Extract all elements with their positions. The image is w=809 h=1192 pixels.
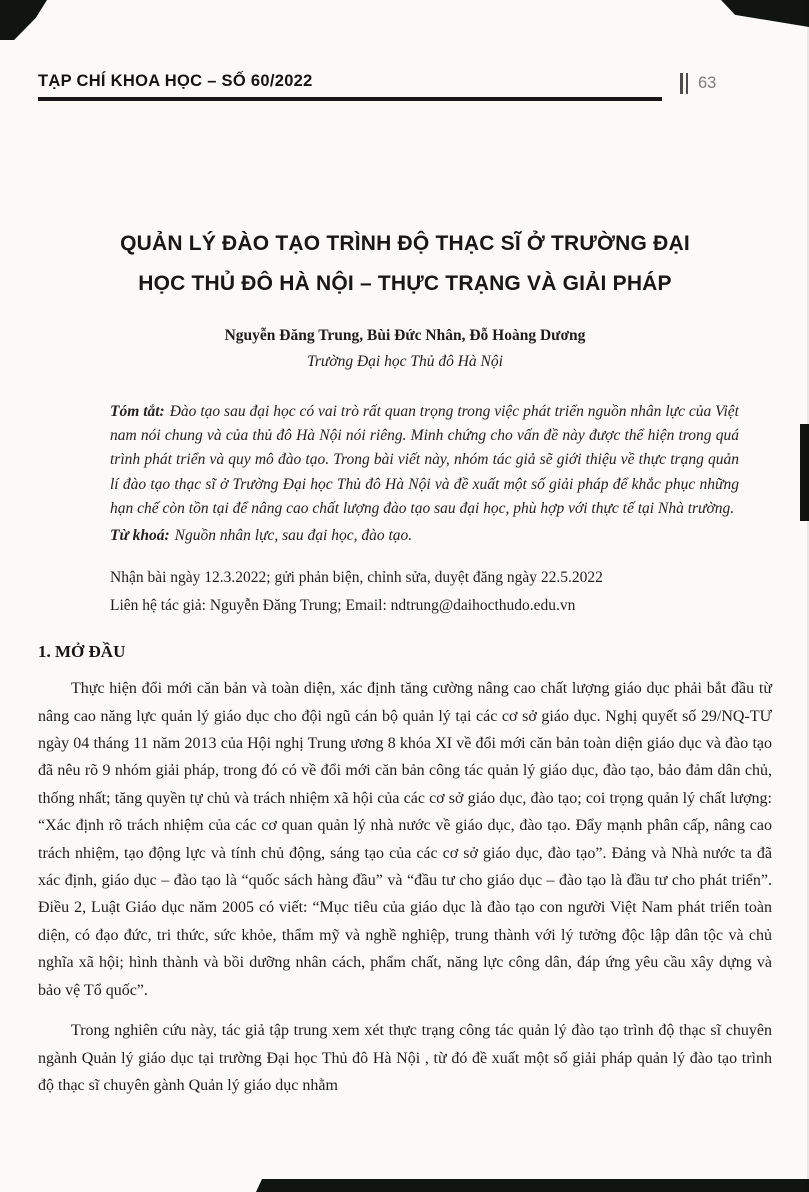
author-contact-line: Liên hệ tác giả: Nguyễn Đăng Trung; Email: ndtrung@daihocthudo.edu.vn	[110, 597, 576, 615]
keywords-text: Nguồn nhân lực, sau đại học, đào tạo.	[174, 527, 413, 545]
page-number: 63	[698, 74, 717, 92]
article-title-line-2: HỌC THỦ ĐÔ HÀ NỘI – THỰC TRẠNG VÀ GIẢI PHÁP	[138, 272, 672, 295]
intro-paragraph-2: Trong nghiên cứu này, tác giả tập trung xem xét thực trạng công tác quản lý đào tạo trình độ thạc sĩ chuyên ngành Quản lý giáo dục tại trường Đại học Thủ đô Hà Nội , từ đó đề xuất một số giải pháp quản lý đào tạo trình độ thạc sĩ chuyên gành Quản lý giáo dục nhằm	[38, 1022, 772, 1094]
keywords	[110, 524, 739, 548]
section-heading-intro: 1. MỞ ĐẦU	[38, 642, 126, 662]
article-affiliation: Trường Đại học Thủ đô Hà Nội	[307, 353, 503, 370]
received-dates-line: Nhận bài ngày 12.3.2022; gửi phản biện, chỉnh sửa, duyệt đăng ngày 22.5.2022	[110, 569, 603, 587]
page-header	[38, 72, 772, 108]
journal-title: TẠP CHÍ KHOA HỌC – SỐ 60/2022	[38, 72, 313, 90]
abstract-label: Tóm tắt:	[110, 403, 165, 420]
abstract-text: Đào tạo sau đại học có vai trò rất quan trọng trong việc phát triển nguồn nhân lực của Việt nam nói chung và của thủ đô Hà Nội nói riêng. Minh chứng cho vấn đề này được thể hiện trong quá trình phát triển và quy mô đào tạo. Trong bài viết này, nhóm tác giả sẽ giới thiệu về thực trạng quản lí đào tạo thạc sĩ ở Trường Đại học Thủ đô Hà Nội và đề xuất một số giải pháp để khắc phục những hạn chế còn tồn tại để nâng cao chất lượng đào tạo sau đại học, phù hợp với thực tế tại Nhà trường.	[110, 403, 739, 517]
keywords-label: Từ khoá:	[110, 527, 170, 545]
article-title	[38, 224, 772, 304]
double-bar-icon	[680, 73, 688, 94]
article-authors: Nguyễn Đăng Trung, Bùi Đức Nhân, Đỗ Hoàng Dương	[224, 327, 586, 344]
abstract	[110, 400, 739, 521]
header-rule	[38, 97, 662, 101]
page-number-group	[680, 73, 716, 94]
article-title-line-1: QUẢN LÝ ĐÀO TẠO TRÌNH ĐỘ THẠC SĨ Ở TRƯỜNG ĐẠI	[120, 232, 690, 255]
intro-paragraph-1: Thực hiện đổi mới căn bản và toàn diện, xác định tăng cường nâng cao chất lượng giáo dục phải bắt đầu từ nâng cao năng lực quản lý giáo dục cho đội ngũ cán bộ quản lý tại các cơ sở giáo dục. Nghị quyết số 29/NQ-TƯ ngày 04 tháng 11 năm 2013 của Hội nghị Trung ương 8 khóa XI về đổi mới căn bản toàn diện giáo dục và đào tạo đã nêu rõ 9 nhóm giải pháp, trong đó có về đổi mới căn bản công tác quản lý giáo dục, đào tạo, bảo đảm dân chủ, thống nhất; tăng quyền tự chủ và trách nhiệm xã hội của các cơ sở giáo dục, đào tạo; coi trọng quản lý chất lượng: “Xác định rõ trách nhiệm của các cơ quan quản lý nhà nước về giáo dục, đào tạo. Đẩy mạnh phân cấp, nâng cao trách nhiệm, tạo động lực và tính chủ động, sáng tạo của các cơ sở giáo dục, đào tạo”. Đảng và Nhà nước ta đã xác định, giáo dục – đào tạo là “quốc sách hàng đầu” và “đầu tư cho giáo dục – đào tạo là đầu tư cho phát triển”. Điều 2, Luật Giáo dục năm 2005 có viết: “Mục tiêu của giáo dục là đào tạo con người Việt Nam phát triển toàn diện, có đạo đức, tri thức, sức khỏe, thẩm mỹ và nghề nghiệp, trung thành với lý tưởng độc lập dân tộc và chủ nghĩa xã hội; hình thành và bồi dưỡng nhân cách, phẩm chất, năng lực công dân, đáp ứng yêu cầu xây dựng và bảo vệ Tổ quốc”.	[38, 680, 772, 999]
